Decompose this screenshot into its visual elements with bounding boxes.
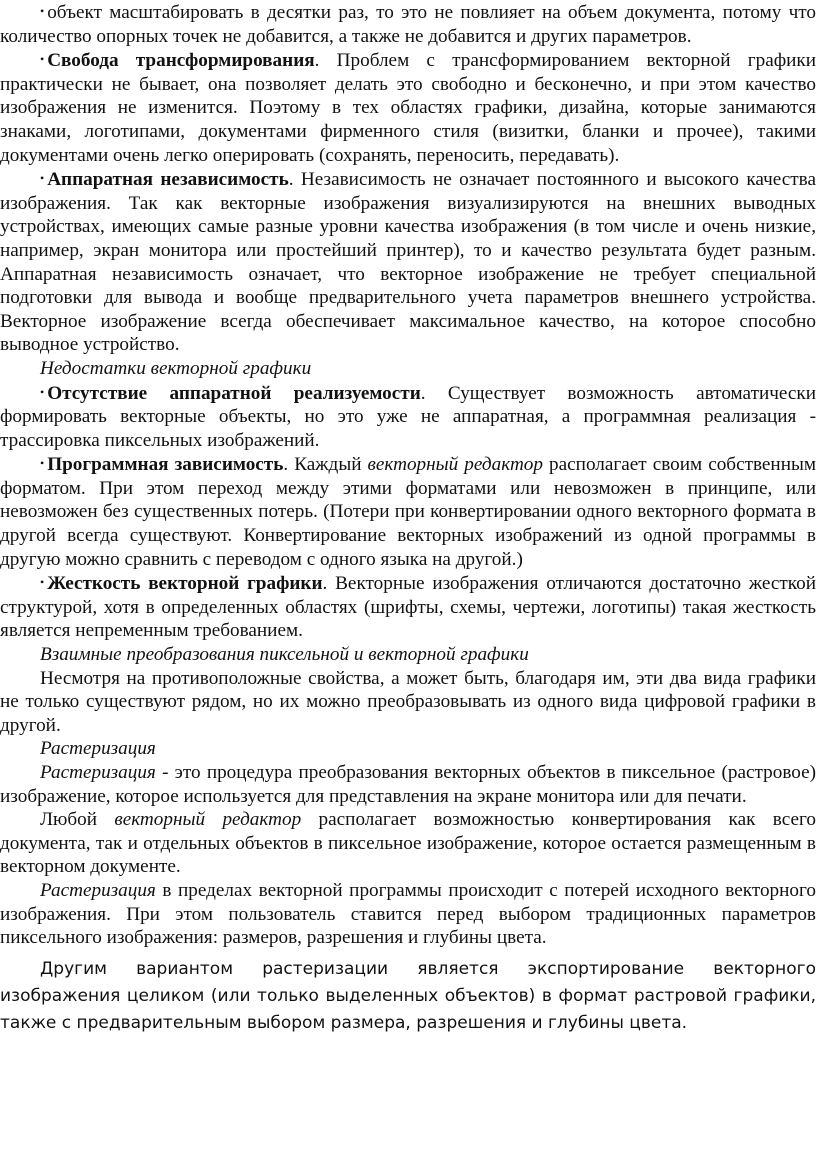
bullet-icon: •	[40, 575, 45, 590]
term-heading: Жесткость векторной графики	[47, 573, 323, 595]
paragraph-text: . Существует возможность автоматически формировать векторные объекты, но это уже не аппаратная, а программная реализация - трассировка пиксельных изображений.	[0, 382, 816, 451]
paragraph-text: . Каждый	[283, 454, 368, 476]
paragraph-hardware-independence	[0, 167, 816, 357]
paragraph-transformation-freedom	[0, 48, 816, 167]
emphasis-text: Растеризация	[40, 879, 156, 901]
paragraph-rigidity	[0, 571, 816, 643]
term-heading: Отсутствие аппаратной реализуемости	[47, 382, 421, 404]
emphasis-text: Растеризация	[40, 762, 156, 783]
paragraph-no-hardware-realization	[0, 381, 816, 453]
bullet-icon: •	[40, 52, 45, 67]
term-heading: Аппаратная независимость	[47, 169, 289, 191]
paragraph-text: . Независимость не означает постоянного и высокого качества изображения. Так как векторные изображения визуализируются на внешних выводных устройствах, имеющих самые разные уровни качества изображения (в том числе и очень низкие, например, экран монитора или простейший принтер), то и качество результата будет разным. Аппаратная независимость означает, что векторное изображение не требует специальной подготовки для вывода и вообще предварительного учета параметров внешнего устройства. Векторное изображение всегда обеспечивает максимальное качество, на которое способно выводное устройство.	[0, 169, 816, 356]
paragraph-conversions-intro: Несмотря на противоположные свойства, а может быть, благодаря им, эти два вида графики не только существуют рядом, но их можно преобразовывать из одного вида цифровой графики в другой.	[0, 667, 816, 736]
paragraph-vector-editor	[0, 808, 816, 879]
paragraph-text: Любой	[40, 809, 115, 831]
bullet-icon: •	[40, 384, 45, 399]
paragraph-text: в пределах векторной программы происходит с потерей исходного векторного изображения. При этом пользователь ставится перед выбором традиционных параметров пиксельного изображения: размеров, разрешения и глубины цвета.	[0, 879, 816, 949]
term-heading: Свобода трансформирования	[47, 50, 315, 72]
term-heading: Программная зависимость	[47, 454, 284, 476]
bullet-icon: •	[40, 4, 45, 18]
paragraph-rasterization-loss	[0, 879, 816, 950]
paragraph-software-dependence	[0, 452, 816, 571]
paragraph-scalability	[0, 0, 816, 48]
emphasis-text: векторный редактор	[367, 454, 543, 476]
paragraph-text: . Проблем с трансформированием векторной графики практически не бывает, она позволяет делать это свободно и бесконечно, и при этом качество изображения не изменится. Поэтому в тех областях графики, дизайна, которые занимаются знаками, логотипами, документами фирменного стиля (визитки, бланки и прочее), такими документами очень легко оперировать (сохранять, переносить, передавать).	[0, 50, 816, 166]
paragraph-text: - это процедура преобразования векторных объектов в пиксельное (растровое) изображение, которое используется для представления на экране монитора или для печати.	[0, 762, 816, 807]
paragraph-text: . Векторные изображения отличаются достаточно жесткой структурой, хотя в определенных областях (шрифты, схемы, чертежи, логотипы) такая жесткость является непременным требованием.	[0, 573, 816, 642]
section-heading-conversions: Взаимные преобразования пиксельной и векторной графики	[40, 644, 529, 666]
paragraph-text: располагает возможностью конвертирования как всего документа, так и отдельных объектов в пиксельное изображение, которое остается размещенным в векторном документе.	[0, 809, 816, 878]
bullet-icon: •	[40, 171, 45, 186]
section-heading-disadvantages: Недостатки векторной графики	[40, 357, 312, 379]
paragraph-text: располагает своим собственным форматом. При этом переход между этими форматами или невозможен в принципе, или невозможен без существенных потерь. (Потери при конвертировании одного векторного формата в другой всегда существуют. Конвертирование векторных изображений из одной программы в другую можно сравнить с переводом с одного языка на другой.)	[0, 454, 816, 570]
section-heading-rasterization: Растеризация	[40, 738, 156, 760]
emphasis-text: векторный редактор	[114, 809, 302, 831]
bullet-icon: •	[40, 456, 45, 471]
paragraph-export: Другим вариантом растеризации является экспортирование векторного изображения целиком (или только выделенных объектов) в формат растровой графики, также с предварительным выбором размера, разрешения и глубины цвета.	[0, 958, 816, 1033]
paragraph-rasterization-definition	[0, 761, 816, 808]
paragraph-text: объект масштабировать в десятки раз, то это не повлияет на объем документа, потому что количество опорных точек не добавится, а также не добавится и других параметров.	[0, 2, 816, 47]
